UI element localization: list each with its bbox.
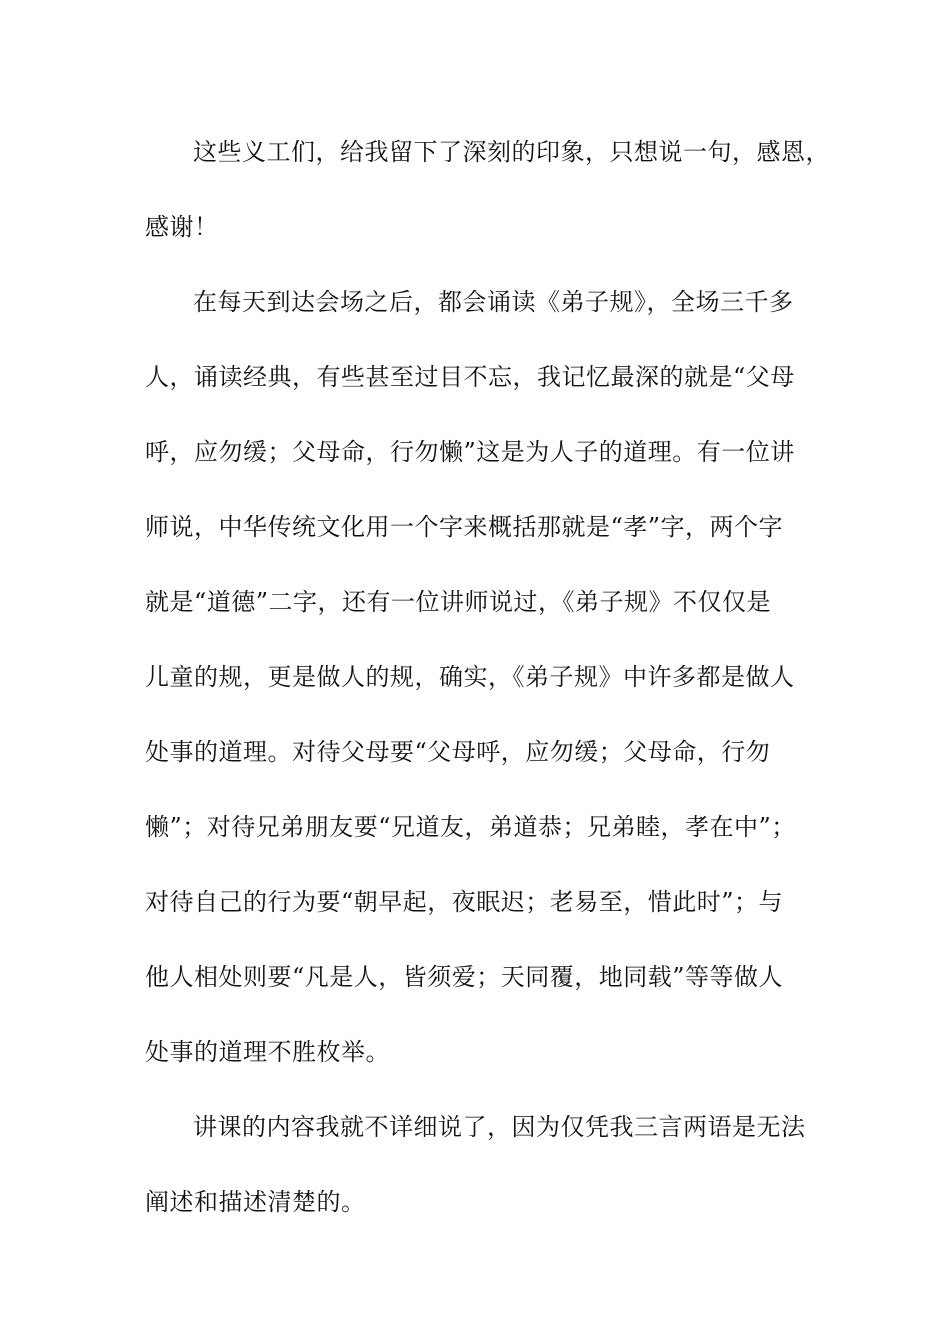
paragraph-2-line-9: 对待自己的行为要“朝早起，夜眠迟；老易至，惜此时”；与 [145, 888, 784, 916]
paragraph-2-line-10: 他人相处则要“凡是人，皆须爱；天同覆，地同载”等等做人 [145, 963, 784, 991]
paragraph-2-line-3: 呼，应勿缓；父母命，行勿懒”这是为人子的道理。有一位讲 [145, 438, 795, 466]
paragraph-2-line-2: 人，诵读经典，有些甚至过目不忘，我记忆最深的就是“父母 [145, 363, 795, 391]
paragraph-1-line-2: 感谢！ [145, 213, 219, 241]
paragraph-3-line-1: 讲课的内容我就不详细说了，因为仅凭我三言两语是无法 [193, 1113, 806, 1141]
paragraph-2-line-5: 就是“道德”二字，还有一位讲师说过，《弟子规》不仅仅是 [145, 588, 772, 616]
paragraph-3-line-2: 阐述和描述清楚的。 [145, 1188, 366, 1216]
paragraph-2-line-8: 懒”；对待兄弟朋友要“兄道友，弟道恭；兄弟睦，孝在中”； [145, 813, 796, 841]
paragraph-2-line-7: 处事的道理。对待父母要“父母呼，应勿缓；父母命，行勿 [145, 738, 771, 766]
paragraph-1-line-1: 这些义工们，给我留下了深刻的印象，只想说一句，感恩， [193, 138, 830, 166]
paragraph-2-line-1: 在每天到达会场之后，都会诵读《弟子规》，全场三千多 [193, 288, 794, 316]
paragraph-2-line-6: 儿童的规，更是做人的规，确实，《弟子规》中许多都是做人 [145, 663, 795, 691]
paragraph-2-line-11: 处事的道理不胜枚举。 [145, 1038, 390, 1066]
paragraph-2-line-4: 师说，中华传统文化用一个字来概括那就是“孝”字，两个字 [145, 513, 784, 541]
